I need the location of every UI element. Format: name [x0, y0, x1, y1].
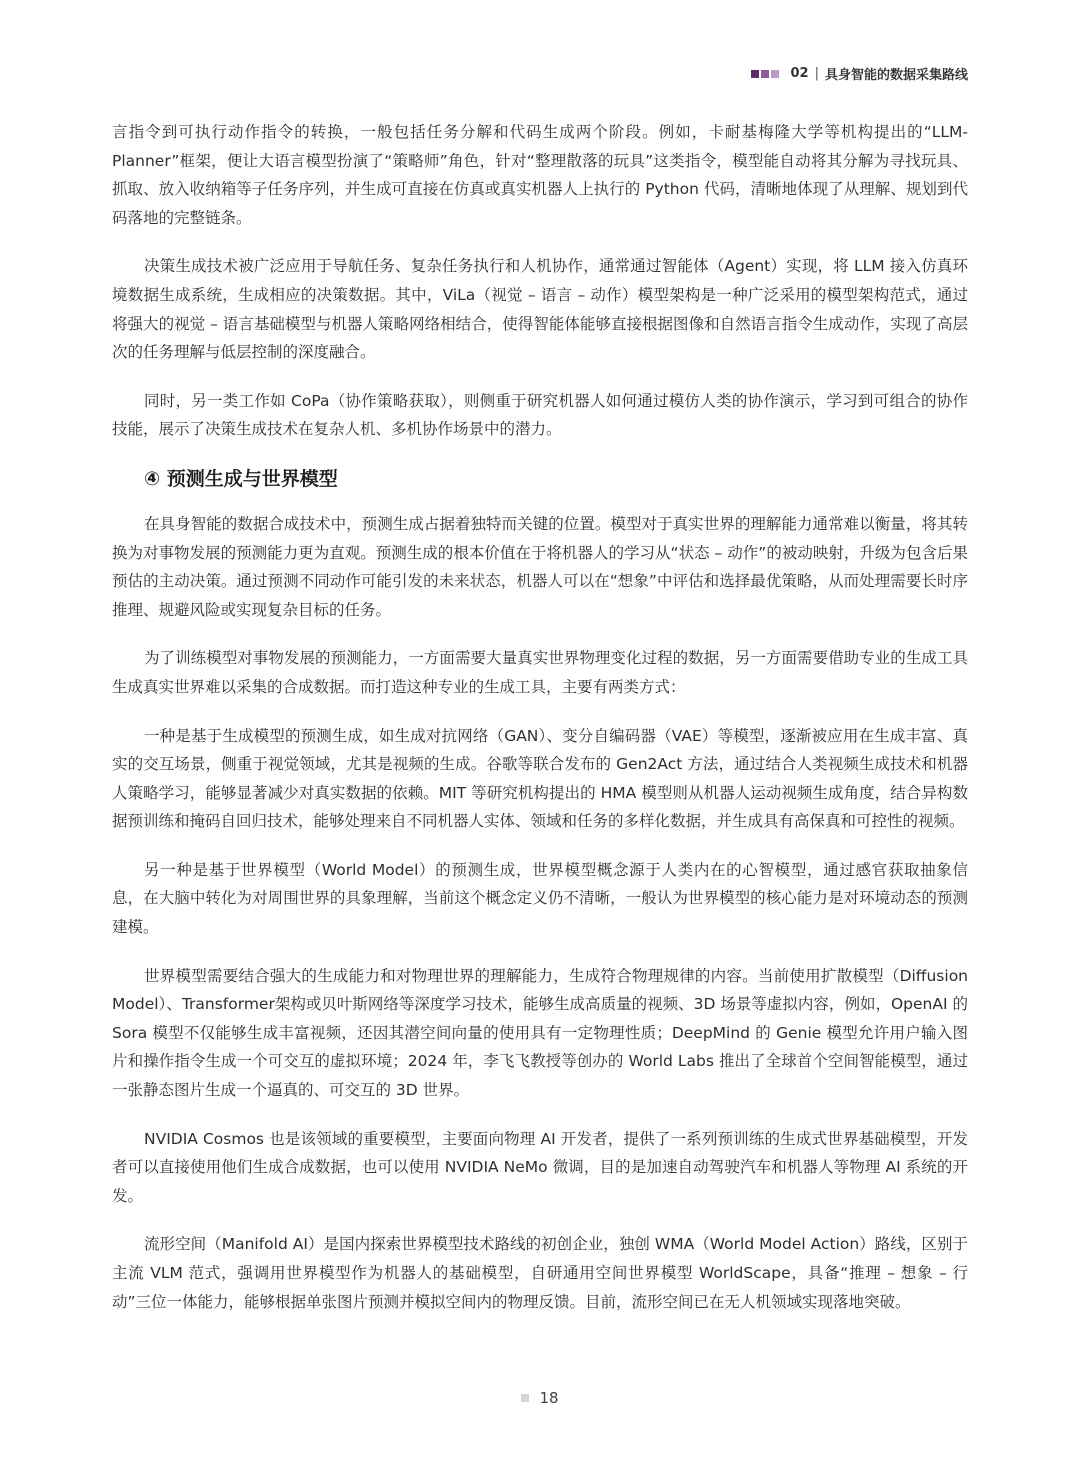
paragraph-world-model-capabilities: 世界模型需要结合强大的生成能力和对物理世界的理解能力，生成符合物理规律的内容。当前使用扩散模型（Diffusion Model）、Transformer架构或贝叶斯网络等深度学习技术，能够生成高质量的视频、3D 场景等虚拟内容，例如，OpenAI 的 Sora 模型不仅能够生成丰富视频，还因其潜空间向量的使用具有一定物理性质；DeepMind 的 Genie 模型允许用户输入图片和操作指令生成一个可交互的虚拟环境；2024 年，李飞飞教授等创办的 World Labs 推出了全球首个空间智能模型，通过一张静态图片生成一个逼真的、可交互的 3D 世界。	[112, 966, 968, 1100]
header-chapter-title: 具身智能的数据采集路线	[824, 68, 968, 83]
page-number: 18	[539, 1389, 559, 1407]
paragraph-world-model: 另一种是基于世界模型（World Model）的预测生成，世界模型概念源于人类内在的心智模型，通过感官获取抽象信息，在大脑中转化为对周围世界的具象理解，当前这个概念定义仍不清晰，一般认为世界模型的核心能力是对环境动态的预测建模。	[112, 860, 968, 937]
header-separator: |	[814, 66, 819, 81]
paragraph-nvidia-cosmos: NVIDIA Cosmos 也是该领域的重要模型，主要面向物理 AI 开发者，提供了一系列预训练的生成式世界基础模型，开发者可以直接使用他们生成合成数据，也可以使用 NVIDIA NeMo 微调，目的是加速自动驾驶汽车和机器人等物理 AI 系统的开发。	[112, 1129, 968, 1205]
page-footer	[0, 1389, 1080, 1407]
paragraph-training: 为了训练模型对事物发展的预测能力，一方面需要大量真实世界物理变化过程的数据，另一方面需要借助专业的生成工具生成真实世界难以采集的合成数据。而打造这种专业的生成工具，主要有两类方式：	[112, 649, 968, 696]
paragraph-continued: 言指令到可执行动作指令的转换，一般包括任务分解和代码生成两个阶段。例如，卡耐基梅隆大学等机构提出的“LLM-Planner”框架，便让大语言模型扮演了“策略师”角色，针对“整理散落的玩具”这类指令，模型能自动将其分解为寻找玩具、抓取、放入收纳箱等子任务序列，并生成可直接在仿真或真实机器人上执行的 Python 代码，清晰地体现了从理解、规划到代码落地的完整链条。	[112, 123, 968, 227]
paragraph-manifold-ai: 流形空间（Manifold AI）是国内探索世界模型技术路线的初创企业，独创 WMA（World Model Action）路线，区别于主流 VLM 范式，强调用世界模型作为机器人的基础模型，自研通用空间世界模型 WorldScape，具备“推理 – 想象 – 行动”三位一体能力，能够根据单张图片预测并模拟空间内的物理反馈。目前，流形空间已在无人机领域实现落地突破。	[112, 1235, 968, 1311]
header-square-2	[761, 70, 769, 78]
paragraph-generative-models: 一种是基于生成模型的预测生成，如生成对抗网络（GAN）、变分自编码器（VAE）等模型，逐渐被应用在生成丰富、真实的交互场景，侧重于视觉领域，尤其是视频的生成。谷歌等联合发布的 Gen2Act 方法，通过结合人类视频生成技术和机器人策略学习，能够显著减少对真实数据的依赖。MIT 等研究机构提出的 HMA 模型则从机器人运动视频生成角度，结合异构数据预训练和掩码自回归技术，能够处理来自不同机器人实体、领域和任务的多样化数据，并生成具有高保真和可控性的视频。	[112, 726, 968, 831]
header-square-1	[751, 70, 759, 78]
header-chapter-number: 02	[790, 66, 809, 81]
header-square-3	[771, 70, 779, 78]
paragraph-decision-generation: 决策生成技术被广泛应用于导航任务、复杂任务执行和人机协作，通常通过智能体（Agent）实现，将 LLM 接入仿真环境数据生成系统，生成相应的决策数据。其中，ViLa（视觉 – 语言 – 动作）模型架构是一种广泛采用的模型架构范式，通过将强大的视觉 – 语言基础模型与机器人策略网络相结合，使得智能体能够直接根据图像和自然语言指令生成动作，实现了高层次的任务理解与低层控制的深度融合。	[112, 257, 968, 362]
section-heading: ④ 预测生成与世界模型	[144, 467, 338, 490]
paragraph-copa: 同时，另一类工作如 CoPa（协作策略获取），则侧重于研究机器人如何通过模仿人类的协作演示，学习到可组合的协作技能，展示了决策生成技术在复杂人机、多机协作场景中的潜力。	[112, 391, 968, 439]
paragraph-prediction-intro: 在具身智能的数据合成技术中，预测生成占据着独特而关键的位置。模型对于真实世界的理解能力通常难以衡量，将其转换为对事物发展的预测能力更为直观。预测生成的根本价值在于将机器人的学习从“状态 – 动作”的被动映射，升级为包含后果预估的主动决策。通过预测不同动作可能引发的未来状态，机器人可以在“想象”中评估和选择最优策略，从而处理需要长时序推理、规避风险或实现复杂目标的任务。	[112, 514, 968, 619]
page-header	[751, 64, 969, 83]
page-body	[112, 118, 968, 1336]
header-squares-decoration	[751, 70, 779, 78]
footer-square-decoration	[521, 1394, 529, 1402]
